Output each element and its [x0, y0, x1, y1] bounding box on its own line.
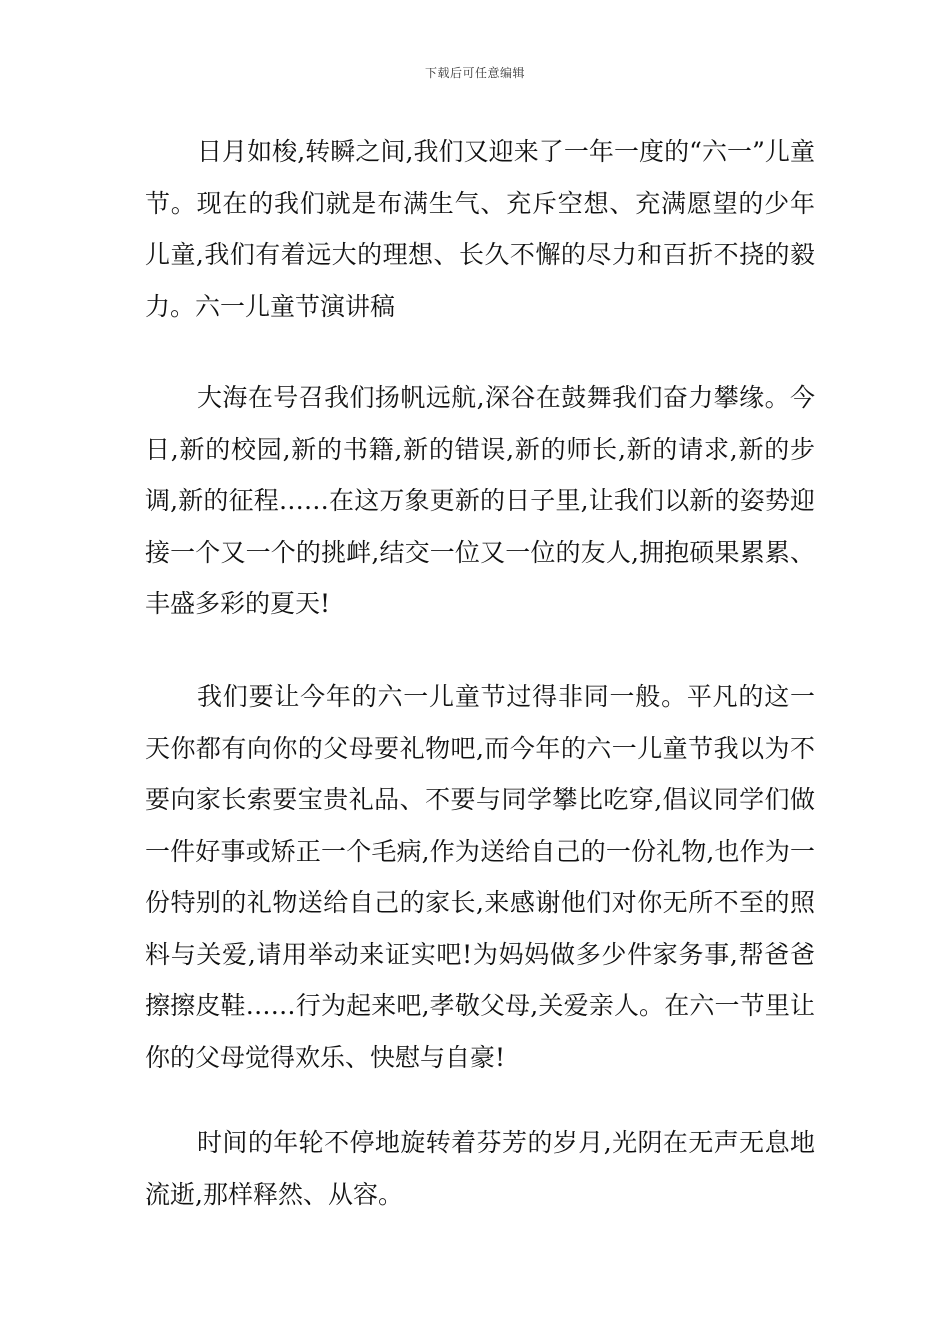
paragraph-2: 大海在号召我们扬帆远航,深谷在鼓舞我们奋力攀缘。今日,新的校园,新的书籍,新的错误,新的师长,新的请求,新的步调,新的征程……在这万象更新的日子里,让我们以新的姿势迎接一个又一个的挑衅,结交一位又一位的友人,拥抱硕果累累、丰盛多彩的夏天! — [145, 383, 815, 618]
paragraph-1: 日月如梭,转瞬之间,我们又迎来了一年一度的“六一”儿童节。现在的我们就是布满生气、充斥空想、充满愿望的少年儿童,我们有着远大的理想、长久不懈的尽力和百折不挠的毅力。六一儿童节演讲稿 — [145, 137, 815, 321]
page-header-note: 下载后可任意编辑 — [424, 66, 525, 80]
paragraph-4: 时间的年轮不停地旋转着芬芳的岁月,光阴在无声无息地流逝,那样释然、从容。 — [145, 1128, 815, 1209]
paragraph-3: 我们要让今年的六一儿童节过得非同一般。平凡的这一天你都有向你的父母要礼物吧,而今年的六一儿童节我以为不要向家长索要宝贵礼品、不要与同学攀比吃穿,倡议同学们做一件好事或矫正一个毛病,作为送给自己的一份礼物,也作为一份特别的礼物送给自己的家长,来感谢他们对你无所不至的照料与关爱,请用举动来证实吧!为妈妈做多少件家务事,帮爸爸擦擦皮鞋……行为起来吧,孝敬父母,关爱亲人。在六一节里让你的父母觉得欢乐、快慰与自豪! — [145, 682, 815, 1072]
